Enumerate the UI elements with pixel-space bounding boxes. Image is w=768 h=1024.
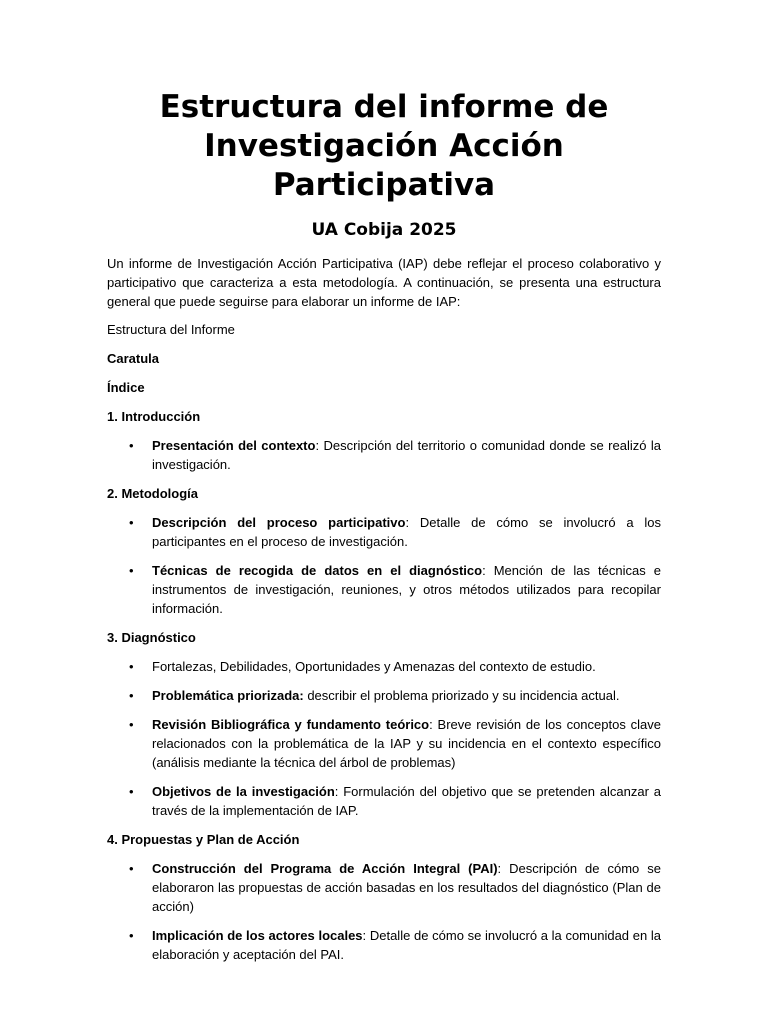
item-bold-label: Construcción del Programa de Acción Integral (PAI) bbox=[152, 861, 498, 876]
bullet-icon: • bbox=[129, 784, 134, 799]
caratula-heading: Caratula bbox=[107, 351, 160, 366]
bullet-list bbox=[107, 436, 661, 474]
bullet-icon: • bbox=[129, 928, 134, 943]
item-bold-label: Problemática priorizada: bbox=[152, 688, 304, 703]
bullet-list bbox=[107, 859, 661, 964]
bullet-icon: • bbox=[129, 563, 134, 578]
section-heading: 2. Metodología bbox=[107, 486, 198, 501]
item-bold-label: Técnicas de recogida de datos en el diagnóstico bbox=[152, 563, 483, 578]
item-bold-label: Descripción del proceso participativo bbox=[152, 515, 406, 530]
section-heading: 1. Introducción bbox=[107, 409, 201, 424]
item-text: : Detalle de cómo se involucró a los participantes en el proceso de investigación. bbox=[152, 515, 661, 549]
structure-label: Estructura del Informe bbox=[107, 322, 235, 337]
bullet-list bbox=[107, 657, 661, 820]
bullet-list bbox=[107, 513, 661, 618]
document-page bbox=[107, 88, 661, 964]
intro-paragraph: Un informe de Investigación Acción Participativa (IAP) debe reflejar el proceso colaborativo y participativo que caracteriza a esta metodología. A continuación, se presenta una estructura general que puede seguirse para elaborar un informe de IAP: bbox=[107, 256, 661, 309]
list-item bbox=[107, 715, 661, 772]
document-subtitle: UA Cobija 2025 bbox=[311, 220, 457, 240]
item-text: : Breve revisión de los conceptos clave relacionados con la problemática de la IAP y su incidencia en el contexto específico (análisis mediante la técnica del árbol de problemas) bbox=[152, 717, 661, 770]
item-bold-label: Revisión Bibliográfica y fundamento teórico bbox=[152, 717, 430, 732]
item-text: : Formulación del objetivo que se pretenden alcanzar a través de la implementación de IAP. bbox=[152, 784, 661, 818]
list-item bbox=[107, 436, 661, 474]
list-item bbox=[107, 513, 661, 551]
item-bold-label: Implicación de los actores locales bbox=[152, 928, 363, 943]
item-text: Fortalezas, Debilidades, Oportunidades y Amenazas del contexto de estudio. bbox=[152, 659, 596, 674]
list-item bbox=[107, 926, 661, 964]
item-bold-label: Presentación del contexto bbox=[152, 438, 316, 453]
list-item bbox=[107, 859, 661, 916]
list-item bbox=[107, 561, 661, 618]
item-text: : Mención de las técnicas e instrumentos de investigación, reuniones, y otros métodos utilizados para recopilar información. bbox=[152, 563, 661, 616]
document-title: Estructura del informe de Investigación Acción Participativa bbox=[159, 89, 609, 203]
list-item bbox=[107, 657, 661, 676]
bullet-icon: • bbox=[129, 659, 134, 674]
bullet-icon: • bbox=[129, 717, 134, 732]
list-item bbox=[107, 686, 661, 705]
item-text: : Descripción de cómo se elaboraron las propuestas de acción basadas en los resultados del diagnóstico (Plan de acción) bbox=[152, 861, 662, 914]
sections-container bbox=[107, 407, 661, 964]
item-bold-label: Objetivos de la investigación bbox=[152, 784, 335, 799]
section-heading: 4. Propuestas y Plan de Acción bbox=[107, 832, 300, 847]
indice-heading: Índice bbox=[107, 380, 145, 395]
bullet-icon: • bbox=[129, 438, 134, 453]
section-heading: 3. Diagnóstico bbox=[107, 630, 196, 645]
item-text: : Descripción del territorio o comunidad donde se realizó la investigación. bbox=[152, 438, 661, 472]
item-text: describir el problema priorizado y su incidencia actual. bbox=[303, 688, 620, 703]
bullet-icon: • bbox=[129, 861, 134, 876]
item-text: : Detalle de cómo se involucró a la comunidad en la elaboración y aceptación del PAI. bbox=[152, 928, 661, 962]
bullet-icon: • bbox=[129, 688, 134, 703]
bullet-icon: • bbox=[129, 515, 134, 530]
list-item bbox=[107, 782, 661, 820]
